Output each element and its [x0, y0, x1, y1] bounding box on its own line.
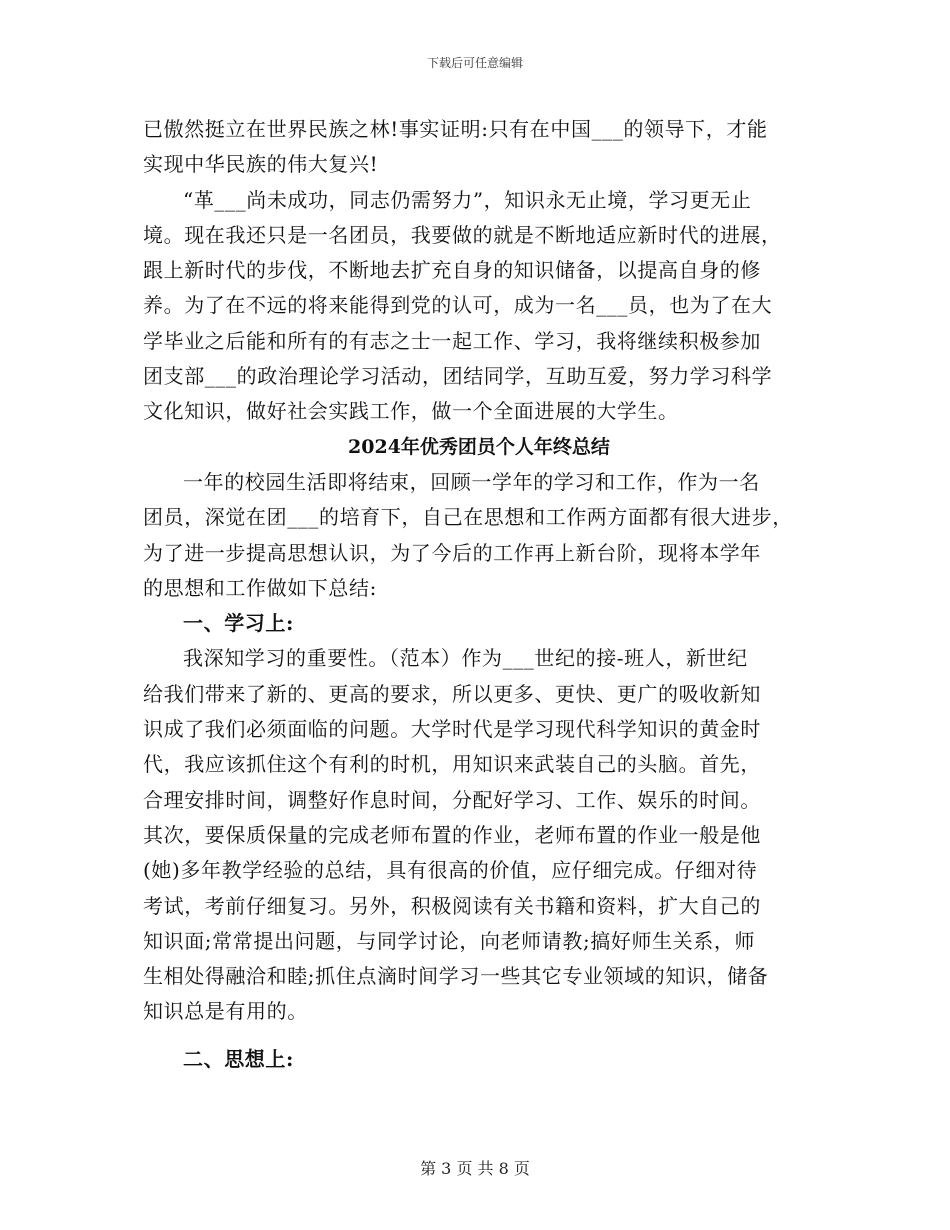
paragraph-line: 养。为了在不远的将来能得到党的认可，成为一名___员，也为了在大: [143, 293, 773, 318]
paragraph-line: 识成了我们必须面临的问题。大学时代是学习现代科学知识的黄金时: [143, 717, 761, 742]
paragraph-line: 合理安排时间，调整好作息时间，分配好学习、工作、娱乐的时间。: [143, 787, 761, 812]
paragraph-line: “革___尚未成功，同志仍需努力”，知识永无止境，学习更无止: [183, 187, 752, 212]
paragraph-line: 学毕业之后能和所有的有志之士一起工作、学习，我将继续积极参加: [143, 328, 761, 353]
paragraph-line: 我深知学习的重要性。（范本）作为___世纪的接-班人，新世纪: [183, 646, 748, 671]
paragraph-line: 为了进一步提高思想认识，为了今后的工作再上新台阶，现将本学年: [143, 540, 761, 565]
paragraph-line: 一年的校园生活即将结束，回顾一学年的学习和工作，作为一名: [183, 469, 760, 494]
paragraph-line: (她)多年教学经验的总结，具有很高的价值，应仔细完成。仔细对待: [143, 858, 758, 883]
document-title: 2024年优秀团员个人年终总结: [348, 435, 610, 458]
paragraph-line: 知识总是有用的。: [143, 999, 308, 1024]
paragraph-line: 境。现在我还只是一名团员，我要做的就是不断地适应新时代的进展，: [143, 222, 782, 247]
section-heading-thought: 二、思想上:: [183, 1046, 294, 1071]
paragraph-line: 给我们带来了新的、更高的要求，所以更多、更快、更广的吸收新知: [143, 681, 761, 706]
section-heading-study: 一、学习上:: [183, 611, 294, 636]
paragraph-line: 代，我应该抓住这个有利的时机，用知识来武装自己的头脑。首先，: [143, 752, 761, 777]
paragraph-line: 已傲然挺立在世界民族之林!事实证明:只有在中国___的领导下，才能: [143, 117, 768, 141]
paragraph-line: 文化知识，做好社会实践工作，做一个全面进展的大学生。: [143, 399, 679, 424]
paragraph-line: 团员，深觉在团___的培育下，自己在思想和工作两方面都有很大进步，: [143, 505, 793, 530]
paragraph-line: 考试，考前仔细复习。另外，积极阅读有关书籍和资料，扩大自己的: [143, 893, 761, 918]
document-body: [143, 112, 815, 1077]
paragraph-line: 知识面;常常提出问题，与同学讨论，向老师请教;搞好师生关系，师: [143, 928, 756, 953]
page-number: 第 3 页 共 8 页: [420, 1159, 530, 1178]
header-note: 下载后可任意编辑: [426, 56, 523, 70]
paragraph-gap: [143, 1030, 815, 1042]
paragraph-line: 生相处得融洽和睦;抓住点滴时间学习一些其它专业领域的知识，储备: [143, 964, 769, 989]
paragraph-line: 跟上新时代的步伐，不断地去扩充自身的知识储备，以提高自身的修: [143, 258, 761, 283]
paragraph-line: 其次，要保质保量的完成老师布置的作业，老师布置的作业一般是他: [143, 822, 761, 847]
paragraph-line: 团支部___的政治理论学习活动，团结同学，互助互爱，努力学习科学: [143, 364, 773, 389]
paragraph-line: 实现中华民族的伟大复兴!: [143, 152, 379, 177]
paragraph-line: 的思想和工作做如下总结:: [143, 575, 377, 600]
